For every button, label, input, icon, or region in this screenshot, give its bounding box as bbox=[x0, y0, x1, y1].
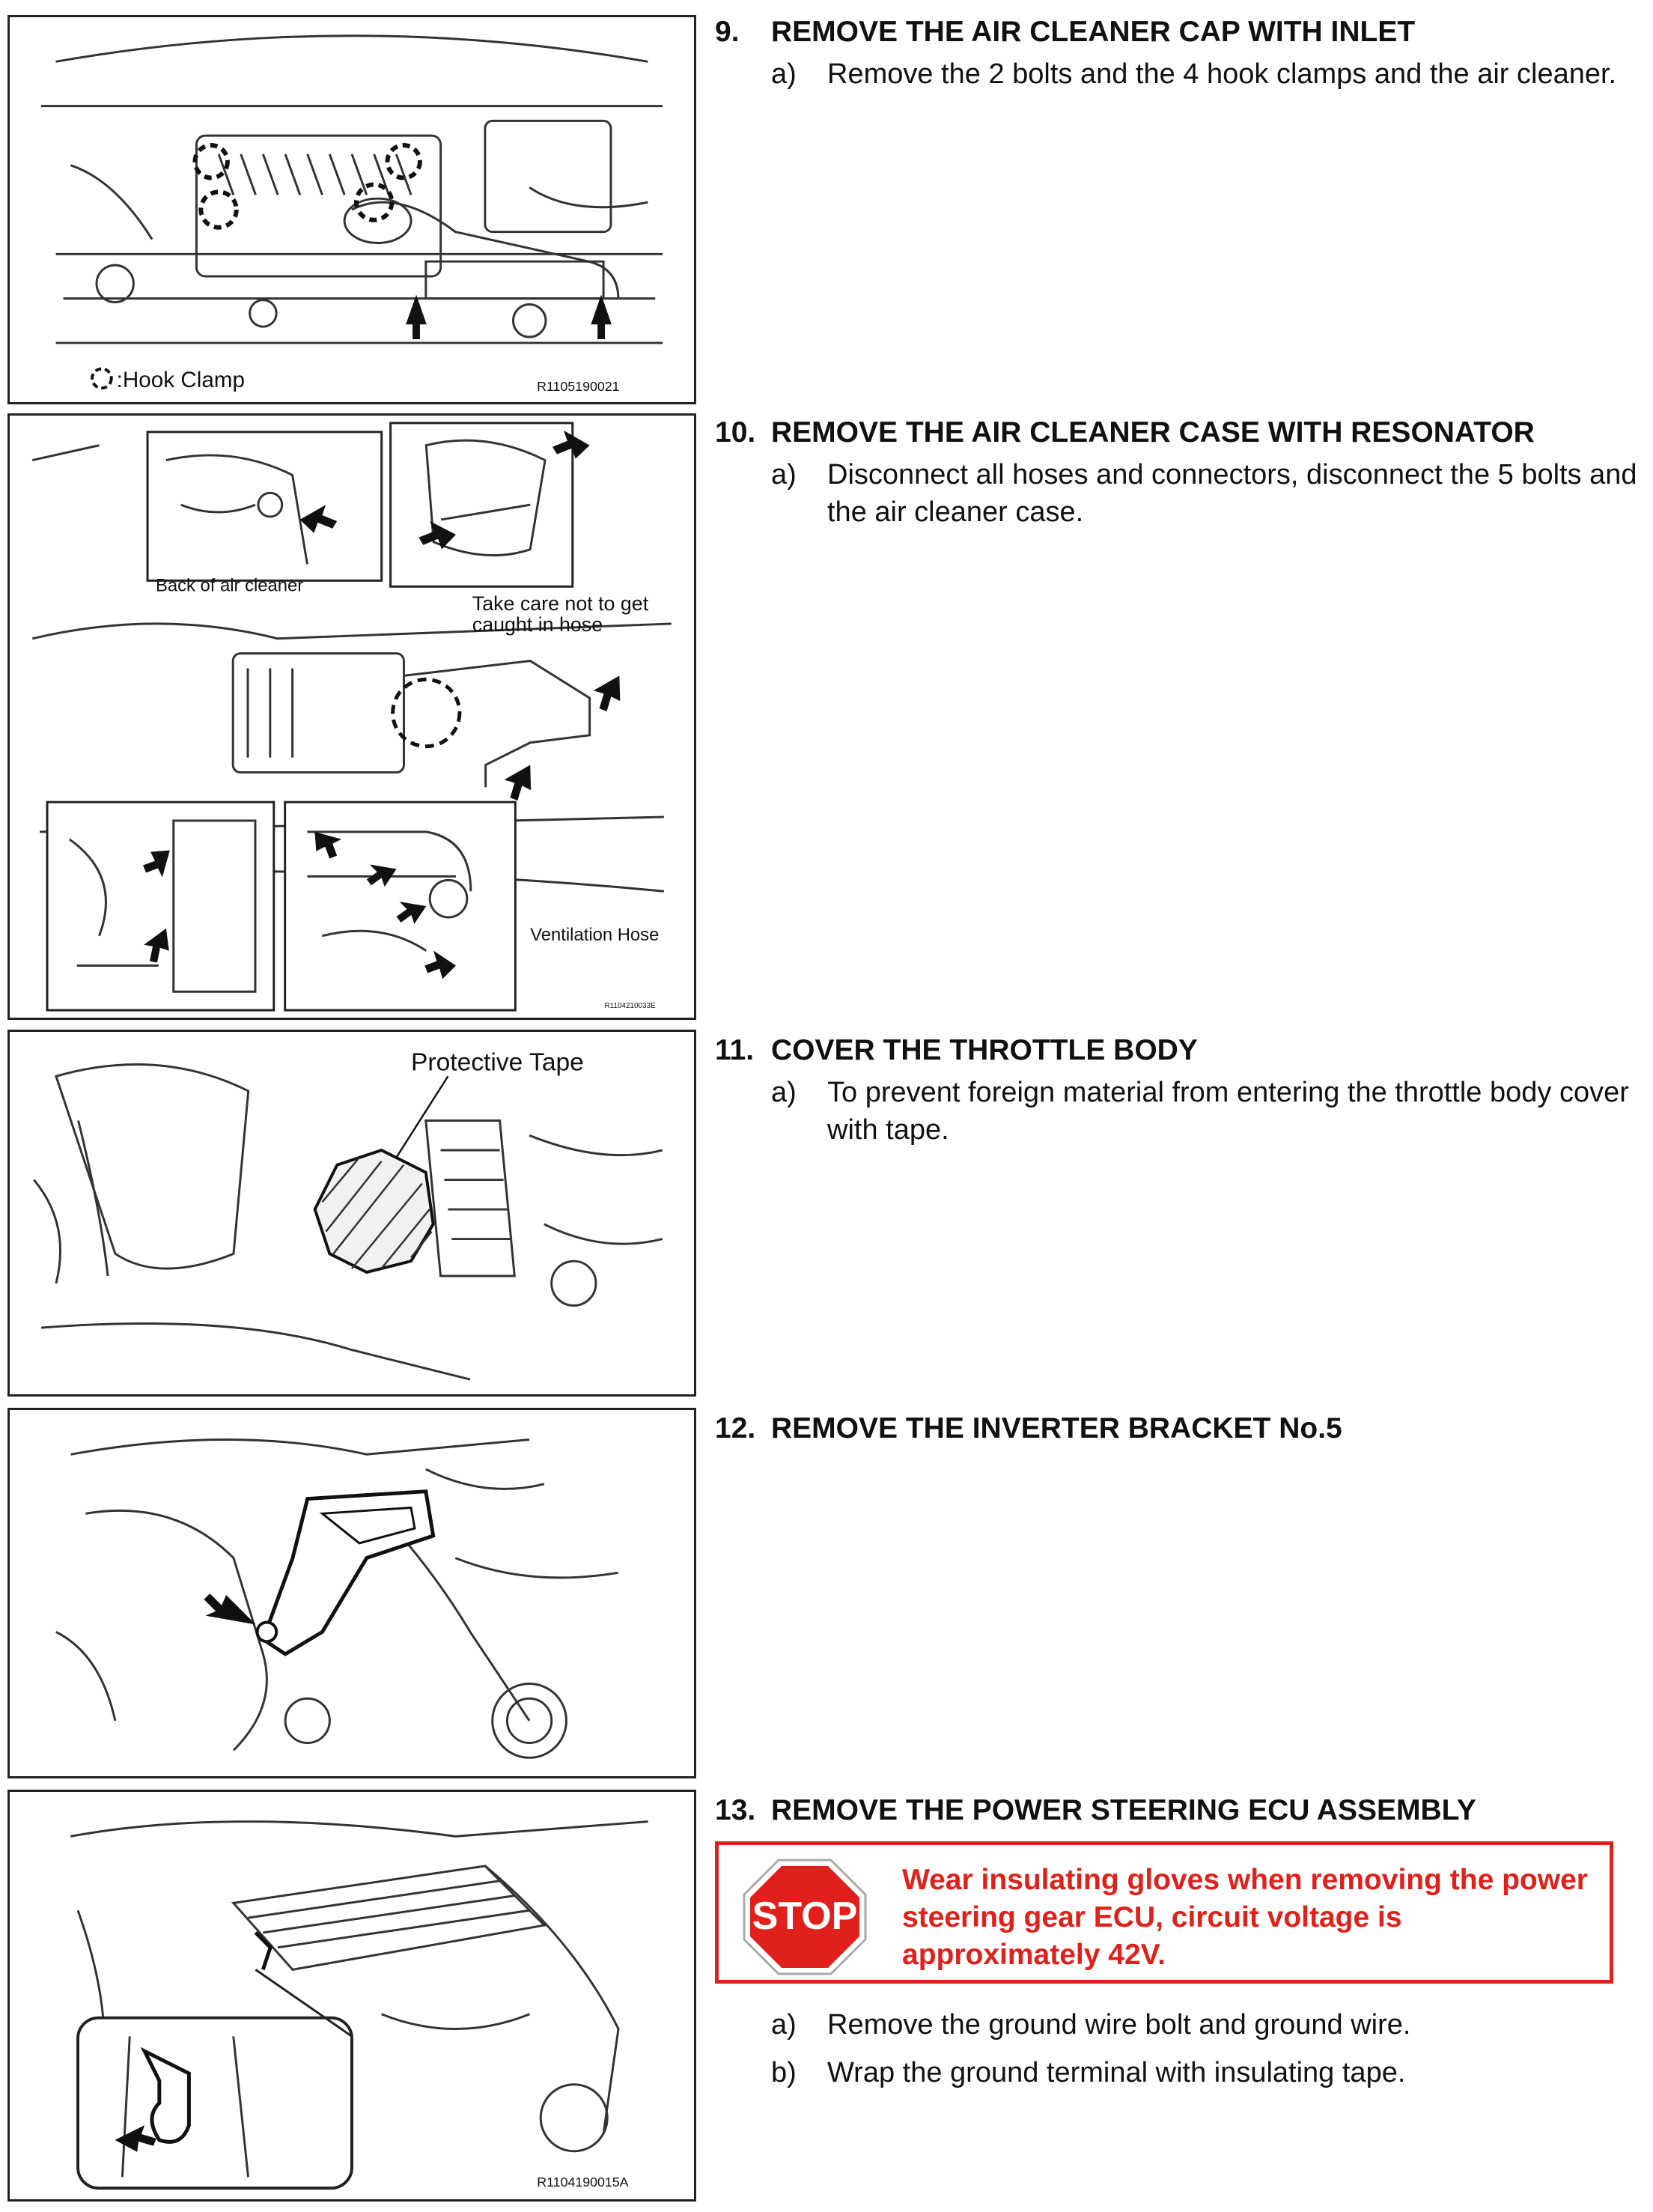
engine-illustration bbox=[10, 1410, 694, 1776]
step-number: 9. bbox=[715, 16, 740, 48]
figure-code: R1104210033E bbox=[604, 1002, 656, 1011]
step-10 bbox=[715, 416, 1643, 531]
step-13 bbox=[715, 1793, 1643, 2091]
step-title-text: REMOVE THE AIR CLEANER CAP WITH INLET bbox=[771, 16, 1416, 48]
label-take-care-line2: caught in hose bbox=[472, 613, 603, 636]
step-12 bbox=[715, 1412, 1643, 1446]
instruction-item bbox=[771, 2054, 1643, 2091]
instruction-letter: a) bbox=[771, 2009, 797, 2041]
figure-air-cleaner-case bbox=[7, 413, 696, 1020]
label-take-care-line1: Take care not to get bbox=[472, 592, 649, 616]
engine-illustration bbox=[10, 1032, 694, 1394]
step-title bbox=[715, 1033, 1643, 1068]
instruction-text: Wrap the ground terminal with insulating tape. bbox=[827, 2057, 1406, 2088]
instruction-text: Remove the 2 bolts and the 4 hook clamps and the air cleaner. bbox=[827, 58, 1617, 90]
instruction-item bbox=[771, 1074, 1643, 1149]
step-title bbox=[715, 15, 1643, 49]
instruction-item bbox=[771, 2006, 1643, 2044]
step-title bbox=[715, 1793, 1643, 1828]
step-number: 10. bbox=[715, 416, 756, 449]
figure-air-cleaner-cap bbox=[7, 15, 696, 404]
arrow-icon bbox=[204, 1593, 255, 1624]
engine-illustration bbox=[10, 17, 694, 402]
label-protective-tape: Protective Tape bbox=[411, 1048, 584, 1077]
step-title-text: REMOVE THE INVERTER BRACKET No.5 bbox=[771, 1412, 1342, 1444]
engine-illustration bbox=[10, 1792, 694, 2199]
instruction-item bbox=[771, 55, 1643, 93]
instruction-letter: a) bbox=[771, 1077, 797, 1108]
figure-code: R1105190021 bbox=[537, 379, 620, 395]
stop-sign-icon bbox=[741, 1857, 868, 1977]
stop-sign-text: STOP bbox=[752, 1895, 858, 1938]
step-9 bbox=[715, 15, 1643, 93]
engine-illustration bbox=[10, 416, 694, 1018]
instruction-text: To prevent foreign material from entering the throttle body cover with tape. bbox=[827, 1077, 1629, 1146]
instruction-letter: a) bbox=[771, 459, 797, 490]
instruction-item bbox=[771, 456, 1643, 531]
instruction-text: Remove the ground wire bolt and ground wire. bbox=[827, 2009, 1411, 2041]
step-title bbox=[715, 1412, 1643, 1446]
figure-throttle-body bbox=[7, 1030, 696, 1397]
figure-inverter-bracket bbox=[7, 1408, 696, 1778]
label-ventilation-hose: Ventilation Hose bbox=[530, 924, 660, 945]
step-title-text: REMOVE THE AIR CLEANER CASE WITH RESONATOR bbox=[771, 416, 1535, 449]
step-title-text: REMOVE THE POWER STEERING ECU ASSEMBLY bbox=[771, 1794, 1476, 1826]
step-number: 12. bbox=[715, 1412, 756, 1444]
step-title-text: COVER THE THROTTLE BODY bbox=[771, 1034, 1198, 1066]
step-11 bbox=[715, 1033, 1643, 1149]
step-number: 11. bbox=[715, 1034, 755, 1066]
warning-box bbox=[715, 1841, 1613, 1984]
figure-power-steering-ecu bbox=[7, 1790, 696, 2202]
step-number: 13. bbox=[715, 1794, 756, 1826]
step-title bbox=[715, 416, 1643, 450]
warning-text: Wear insulating gloves when removing the power steering gear ECU, circuit voltage is approximately 42V. bbox=[902, 1864, 1588, 1971]
hook-clamp-legend-icon bbox=[92, 369, 112, 389]
instruction-letter: b) bbox=[771, 2057, 797, 2088]
hook-clamp-legend: :Hook Clamp bbox=[116, 368, 245, 393]
instruction-text: Disconnect all hoses and connectors, disconnect the 5 bolts and the air cleaner case. bbox=[827, 459, 1637, 528]
label-back-of-air-cleaner: Back of air cleaner bbox=[155, 575, 304, 596]
figure-code: R1104190015A bbox=[537, 2175, 629, 2190]
instruction-letter: a) bbox=[771, 58, 797, 90]
